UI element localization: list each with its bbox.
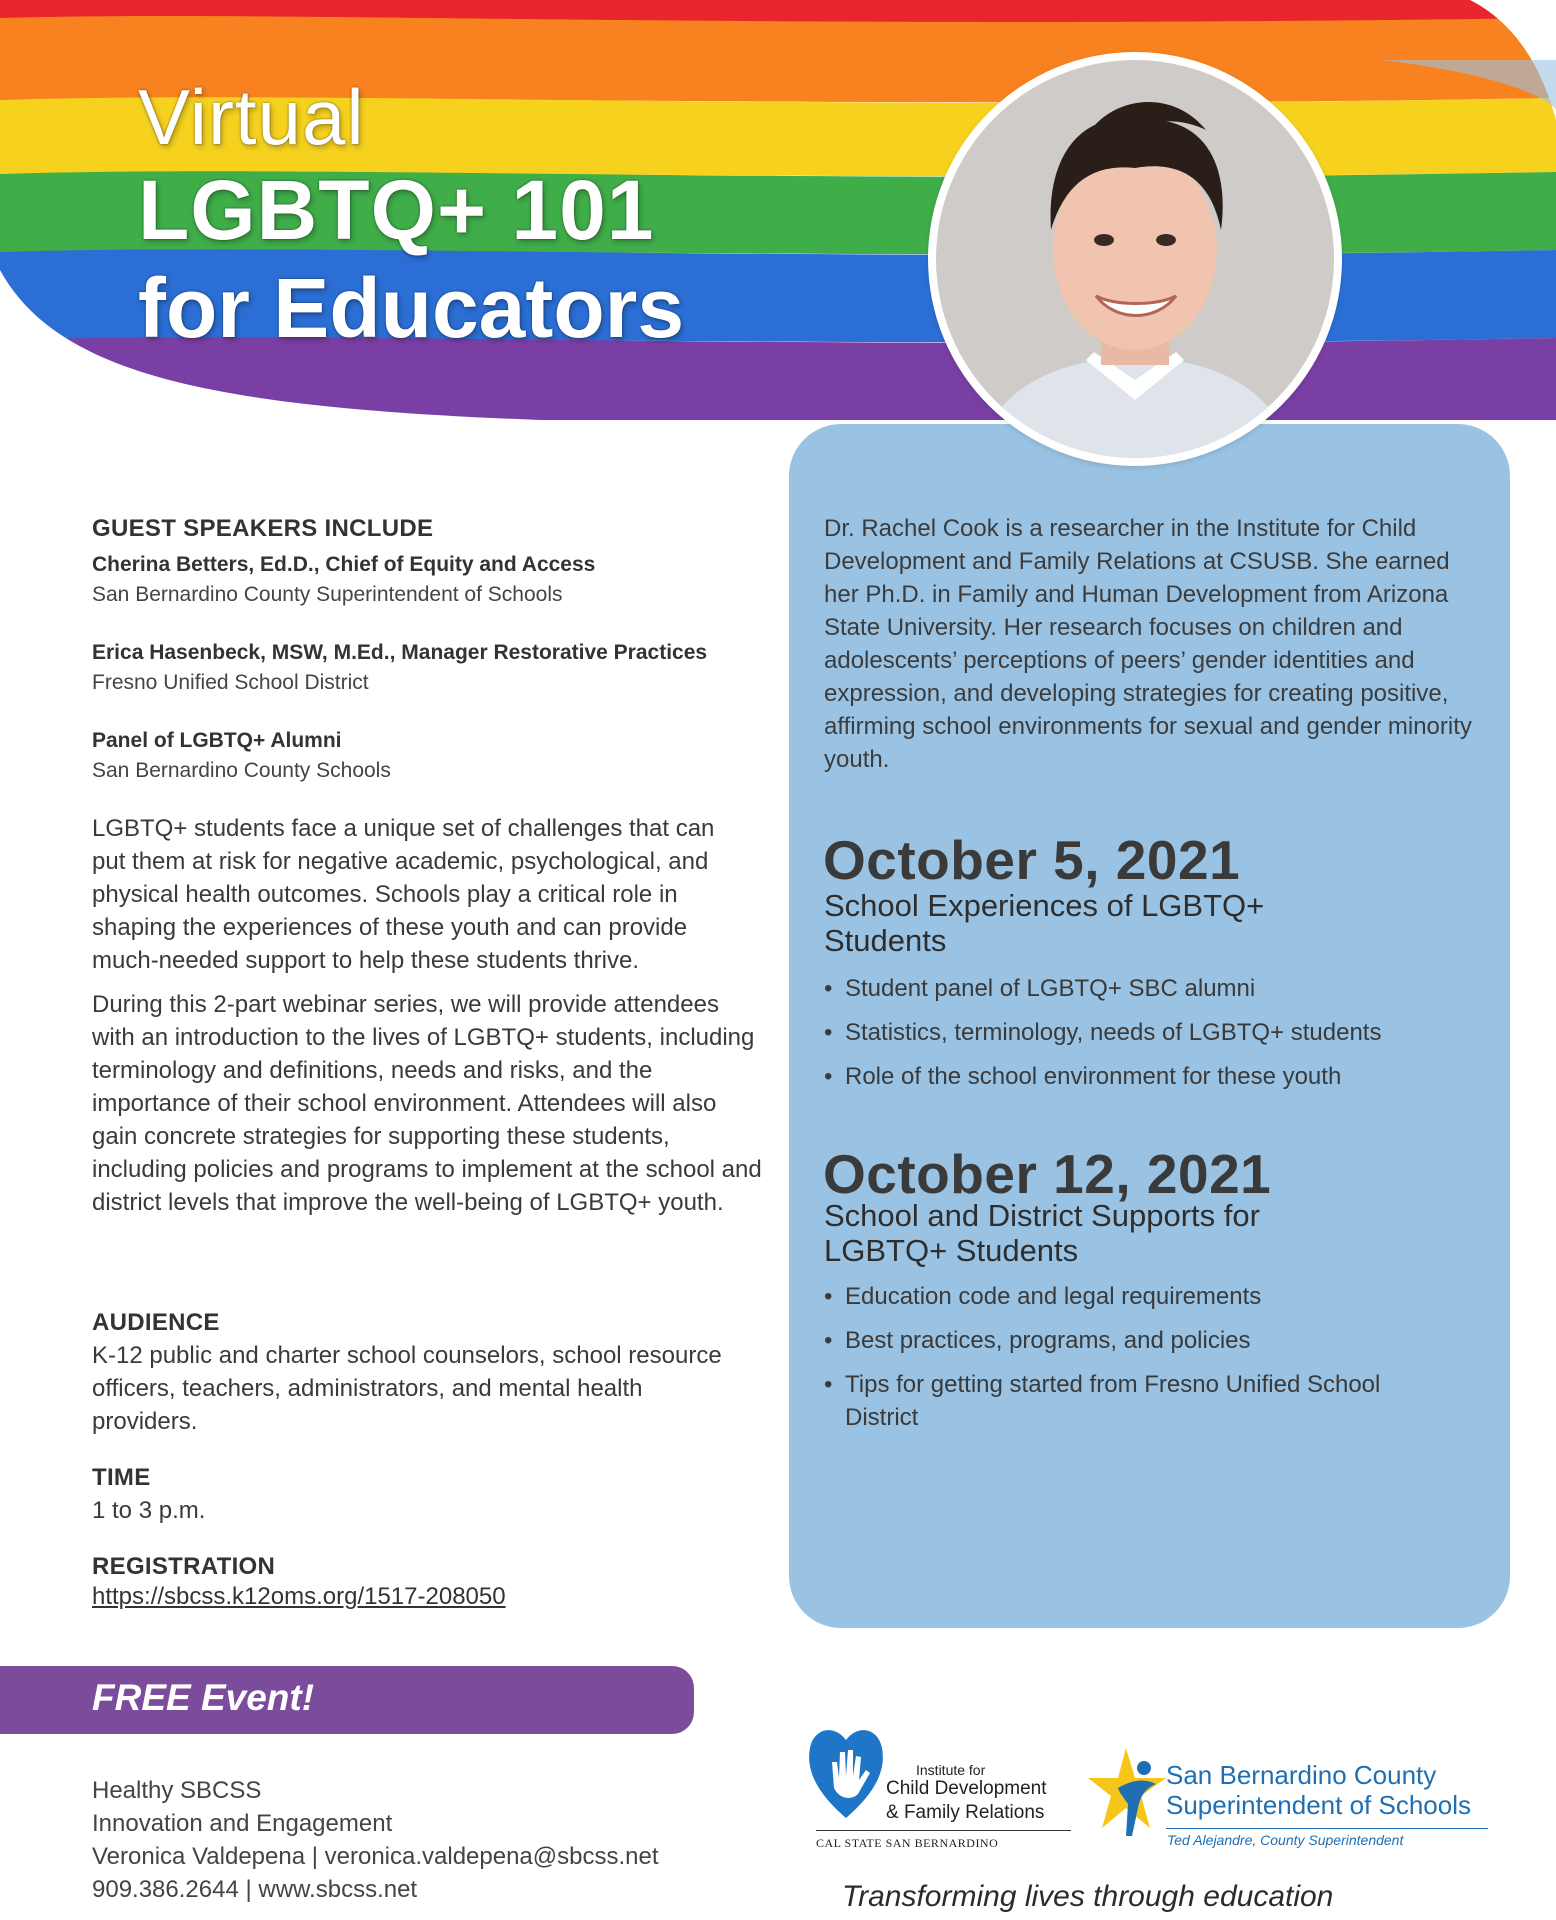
contact-line-1: Healthy SBCSS: [92, 1777, 262, 1804]
free-event-label: FREE Event!: [92, 1677, 315, 1718]
intro-text: [92, 812, 762, 1219]
icdfr-rule: [816, 1830, 1071, 1831]
list-item: • Tips for getting started from Fresno Unified School District: [824, 1368, 1424, 1434]
time-section: [92, 1464, 762, 1527]
star-person-icon: [1088, 1744, 1168, 1844]
registration-heading: REGISTRATION: [92, 1553, 276, 1580]
time-heading: TIME: [92, 1464, 151, 1491]
speaker-3: [92, 729, 762, 783]
speaker-1: [92, 553, 762, 607]
session-2-title: School and District Supports for LGBTQ+ Students: [824, 1198, 1260, 1268]
icdfr-small: Institute for: [916, 1762, 986, 1778]
list-item: • Student panel of LGBTQ+ SBC alumni: [824, 972, 1464, 1005]
free-event-banner: [0, 1666, 694, 1734]
session-1-title: School Experiences of LGBTQ+ Students: [824, 888, 1265, 958]
registration-link[interactable]: https://sbcss.k12oms.org/1517-208050: [92, 1583, 506, 1610]
speaker-org: San Bernardino County Schools: [92, 759, 391, 782]
guest-speakers: [92, 515, 762, 783]
speaker-org: San Bernardino County Superintendent of Schools: [92, 583, 563, 606]
speaker-2: [92, 641, 762, 695]
speaker-name: Cherina Betters, Ed.D., Chief of Equity and Access: [92, 553, 596, 576]
audience-section: [92, 1309, 742, 1438]
sbcss-line-1: San Bernardino County: [1166, 1760, 1437, 1790]
session-2-date: October 12, 2021: [823, 1143, 1272, 1205]
speaker-name: Panel of LGBTQ+ Alumni: [92, 729, 342, 752]
sbcss-line-2: Superintendent of Schools: [1166, 1790, 1471, 1820]
list-item: • Best practices, programs, and policies: [824, 1324, 1464, 1357]
audience-heading: AUDIENCE: [92, 1309, 220, 1336]
event-title: [138, 73, 685, 355]
time-text: 1 to 3 p.m.: [92, 1497, 206, 1524]
contact-line-4: 909.386.2644 | www.sbcss.net: [92, 1876, 418, 1903]
list-item: • Education code and legal requirements: [824, 1280, 1464, 1313]
sbcss-rule: [1166, 1828, 1488, 1829]
list-item: • Statistics, terminology, needs of LGBTQ+ students: [824, 1016, 1464, 1049]
session-1-bullets: [824, 972, 1464, 1104]
contact-line-3: Veronica Valdepena | veronica.valdepena@sbcss.net: [92, 1843, 659, 1870]
intro-paragraph-1: LGBTQ+ students face a unique set of challenges that can put them at risk for negative academic, psychological, and physical health outcomes. Schools play a critical role in shaping the experiences of these youth and can provide much-needed support to help these students thrive.: [92, 815, 715, 974]
intro-paragraph-2: During this 2-part webinar series, we will provide attendees with an introduction to the lives of LGBTQ+ students, including terminology and definitions, needs and risks, and the importance of their school environment. Attendees will also gain concrete strategies for supporting these students, including policies and programs to implement at the school and district levels that improve the well-being of LGBTQ+ youth.: [92, 991, 762, 1216]
speakers-heading: GUEST SPEAKERS INCLUDE: [92, 515, 434, 542]
title-line-3: for Educators: [138, 261, 685, 355]
title-line-1: Virtual: [138, 73, 365, 161]
sbcss-line-3: Ted Alejandre, County Superintendent: [1167, 1832, 1404, 1848]
audience-text: K-12 public and charter school counselors, school resource officers, teachers, administrators, and mental health providers.: [92, 1342, 722, 1435]
speaker-name: Erica Hasenbeck, MSW, M.Ed., Manager Restorative Practices: [92, 641, 708, 664]
icdfr-line-2: & Family Relations: [886, 1802, 1045, 1823]
tagline: Transforming lives through education: [842, 1880, 1334, 1913]
icdfr-line-1: Child Development: [886, 1778, 1047, 1799]
list-item: • Role of the school environment for these youth: [824, 1060, 1464, 1093]
session-2-bullets: [824, 1280, 1464, 1445]
icdfr-csu: CAL STATE SAN BERNARDINO: [816, 1836, 999, 1850]
registration-section: [92, 1553, 762, 1611]
speaker-portrait: [928, 52, 1342, 466]
session-1-date: October 5, 2021: [823, 829, 1241, 891]
contact-info: [92, 1774, 659, 1906]
portrait-image: [936, 60, 1334, 458]
speaker-org: Fresno Unified School District: [92, 671, 369, 694]
title-line-2: LGBTQ+ 101: [138, 163, 655, 257]
speaker-bio: Dr. Rachel Cook is a researcher in the Institute for Child Development and Family Relations at CSUSB. She earned her Ph.D. in Family and Human Development from Arizona State University. Her research focuses on children and adolescents’ perceptions of peers’ gender identities and expression, and developing strategies for creating positive, affirming school environments for sexual and gender minority youth.: [824, 515, 1472, 773]
heart-hand-icon: [806, 1722, 886, 1820]
contact-line-2: Innovation and Engagement: [92, 1810, 393, 1837]
